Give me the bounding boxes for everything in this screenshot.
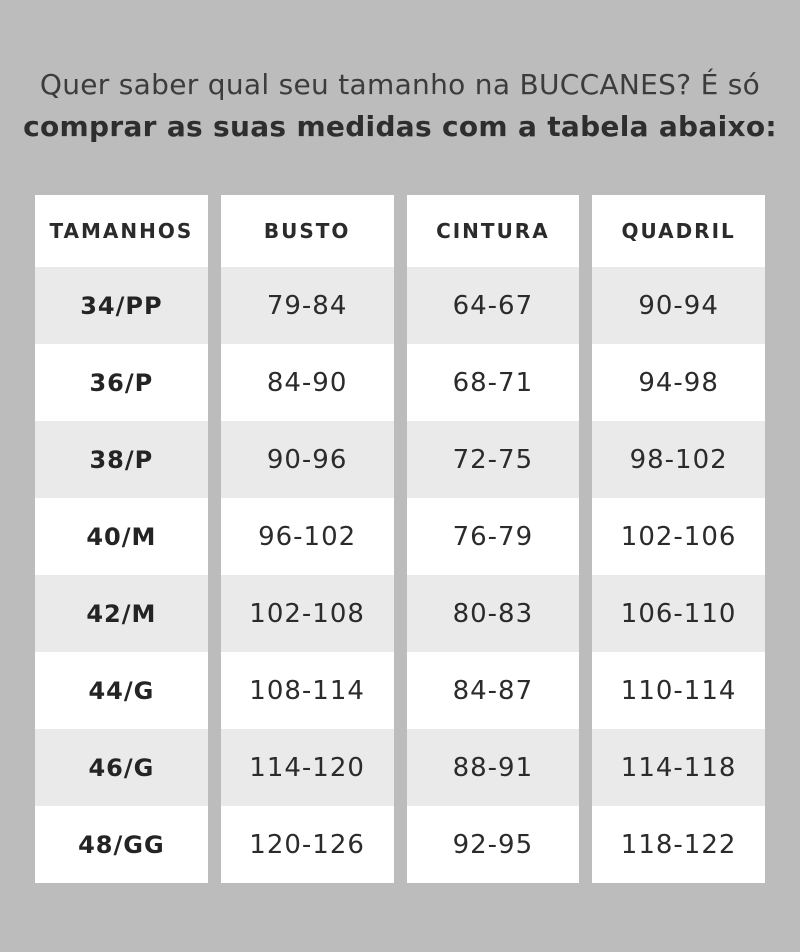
cintura-cell: 84-87 — [407, 652, 580, 729]
intro-line-2: comprar as suas medidas com a tabela abaixo: — [23, 110, 777, 143]
quadril-cell: 98-102 — [592, 421, 765, 498]
busto-cell: 96-102 — [221, 498, 394, 575]
quadril-cell: 106-110 — [592, 575, 765, 652]
cintura-cell: 88-91 — [407, 729, 580, 806]
quadril-cell: 90-94 — [592, 267, 765, 344]
size-table — [35, 195, 765, 883]
quadril-cell: 110-114 — [592, 652, 765, 729]
busto-cell: 120-126 — [221, 806, 394, 883]
size-cell: 46/G — [35, 729, 208, 806]
size-cell: 42/M — [35, 575, 208, 652]
intro-text — [0, 64, 800, 148]
size-cell: 38/P — [35, 421, 208, 498]
busto-cell: 108-114 — [221, 652, 394, 729]
busto-cell: 79-84 — [221, 267, 394, 344]
column-header-cintura: CINTURA — [407, 195, 580, 267]
cintura-cell: 92-95 — [407, 806, 580, 883]
size-cell: 36/P — [35, 344, 208, 421]
intro-line-1: Quer saber qual seu tamanho na BUCCANES? É só — [39, 68, 761, 101]
busto-cell: 102-108 — [221, 575, 394, 652]
column-header-tamanhos: TAMANHOS — [35, 195, 208, 267]
cintura-cell: 76-79 — [407, 498, 580, 575]
quadril-cell: 114-118 — [592, 729, 765, 806]
size-cell: 40/M — [35, 498, 208, 575]
size-cell: 48/GG — [35, 806, 208, 883]
cintura-cell: 68-71 — [407, 344, 580, 421]
busto-cell: 84-90 — [221, 344, 394, 421]
quadril-cell: 94-98 — [592, 344, 765, 421]
quadril-cell: 102-106 — [592, 498, 765, 575]
cintura-cell: 72-75 — [407, 421, 580, 498]
busto-cell: 90-96 — [221, 421, 394, 498]
cintura-cell: 80-83 — [407, 575, 580, 652]
quadril-cell: 118-122 — [592, 806, 765, 883]
cintura-cell: 64-67 — [407, 267, 580, 344]
size-cell: 34/PP — [35, 267, 208, 344]
column-header-quadril: QUADRIL — [592, 195, 765, 267]
column-header-busto: BUSTO — [221, 195, 394, 267]
size-cell: 44/G — [35, 652, 208, 729]
busto-cell: 114-120 — [221, 729, 394, 806]
